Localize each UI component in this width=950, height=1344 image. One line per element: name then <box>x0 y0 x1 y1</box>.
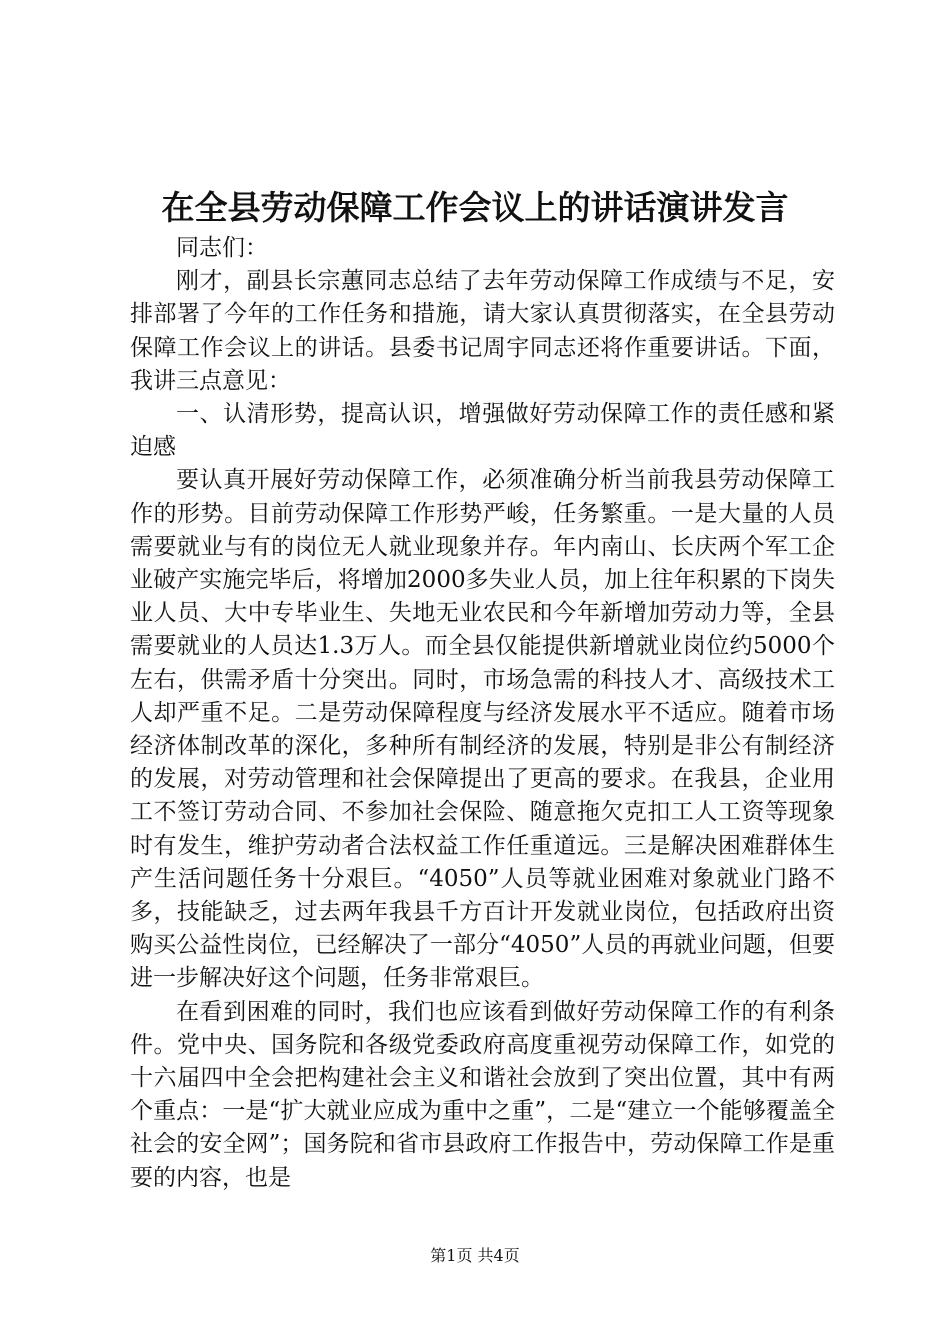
document-body <box>130 232 835 1195</box>
paragraph-intro: 刚才，副县长宗蕙同志总结了去年劳动保障工作成绩与不足，安排部署了今年的工作任务和措施，请大家认真贯彻落实，在全县劳动保障工作会议上的讲话。县委书记周宇同志还将作重要讲话。下面，我讲三点意见： <box>130 268 835 394</box>
page-footer: 第1页 共4页 <box>430 1246 520 1265</box>
paragraph-favorable-conditions: 在看到困难的同时，我们也应该看到做好劳动保障工作的有利条件。党中央、国务院和各级党委政府高度重视劳动保障工作，如党的十六届四中全会把构建社会主义和谐社会放到了突出位置，其中有两个重点：一是“扩大就业应成为重中之重”，二是“建立一个能够覆盖全社会的安全网”；国务院和省市县政府工作报告中，劳动保障工作是重要的内容，也是 <box>130 998 835 1191</box>
paragraph-salutation: 同志们： <box>176 235 268 261</box>
document-title: 在全县劳动保障工作会议上的讲话演讲发言 <box>161 188 789 227</box>
section-heading-1: 一、认清形势，提高认识，增强做好劳动保障工作的责任感和紧迫感 <box>130 401 835 461</box>
paragraph-situation: 要认真开展好劳动保障工作，必须准确分析当前我县劳动保障工作的形势。目前劳动保障工作形势严峻，任务繁重。一是大量的人员需要就业与有的岗位无人就业现象并存。年内南山、长庆两个军工企业破产实施完毕后，将增加2000多失业人员，加上往年积累的下岗失业人员、大中专毕业生、失地无业农民和今年新增加劳动力等，全县需要就业的人员达1.3万人。而全县仅能提供新增就业岗位约5000个左右，供需矛盾十分突出。同时，市场急需的科技人才、高级技术工人却严重不足。二是劳动保障程度与经济发展水平不适应。随着市场经济体制改革的深化，多种所有制经济的发展，特别是非公有制经济的发展，对劳动管理和社会保障提出了更高的要求。在我县，企业用工不签订劳动合同、不参加社会保险、随意拖欠克扣工人工资等现象时有发生，维护劳动者合法权益工作任重道远。三是解决困难群体生产生活问题任务十分艰巨。“4050”人员等就业困难对象就业门路不多，技能缺乏，过去两年我县千方百计开发就业岗位，包括政府出资购买公益性岗位，已经解决了一部分“4050”人员的再就业问题，但要进一步解决好这个问题，任务非常艰巨。 <box>130 467 835 992</box>
